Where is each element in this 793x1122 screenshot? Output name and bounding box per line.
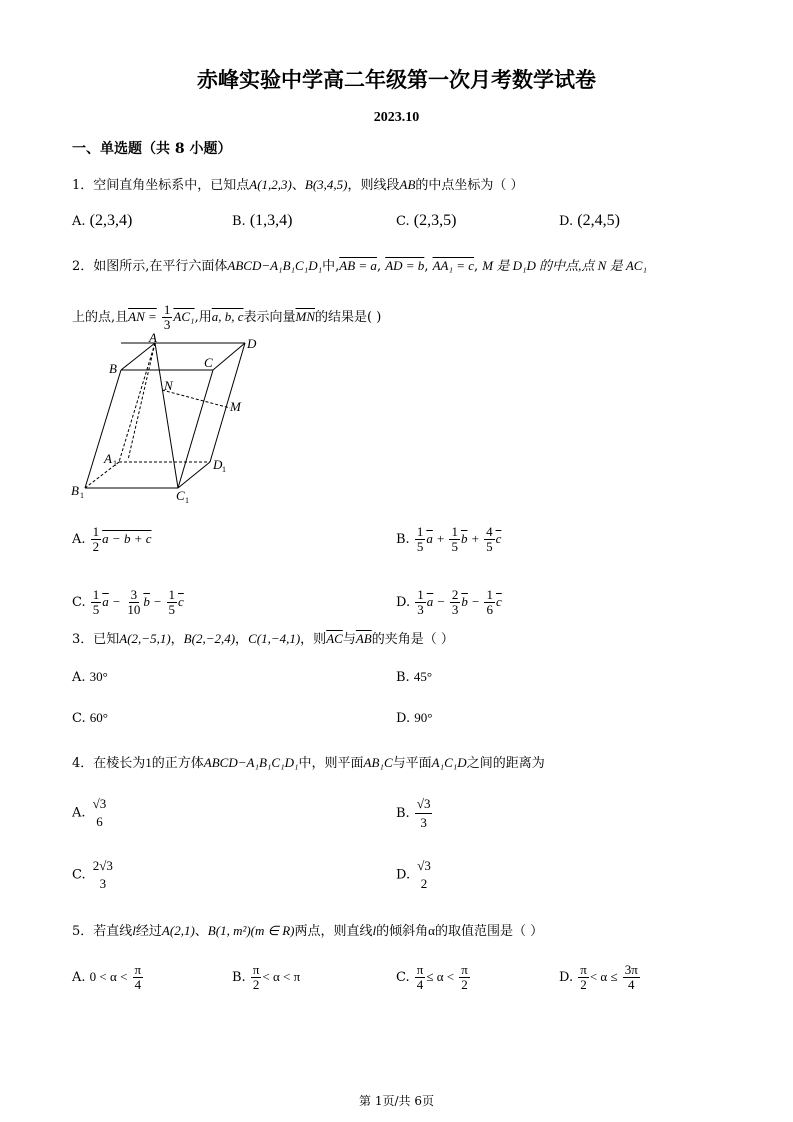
q2-option-a[interactable]: A. $\frac{1}{2}$ a − b + c <box>72 524 152 554</box>
q3-option-d[interactable]: D. 90° <box>396 710 433 726</box>
sub-a1: 1 <box>113 459 117 468</box>
q5-option-c[interactable]: C. $\frac{\pi}{4}$ ≤ α < $\frac{\pi}{2}$ <box>396 962 468 992</box>
question-4-stem: 4．在棱长为1的正方体ABCD−A₁B₁C₁D₁中，则平面AB₁C与平面A₁C₁D之间的距离为 <box>72 755 545 771</box>
q2-option-d[interactable]: D. $\frac{1}{3}$ $\overline{a}$ − $\frac{2}{3}$ $\overline{b}$ − $\frac{1}{6}$ $\overline{c}$ <box>396 587 502 617</box>
q1-option-b[interactable]: B. (1,3,4) <box>232 212 293 229</box>
q1-option-d[interactable]: D. (2,4,5) <box>559 212 620 229</box>
edge-c-d <box>213 343 245 370</box>
q4-option-d[interactable]: D. √3 2 <box>396 858 431 891</box>
q5-option-d[interactable]: D. $\frac{\pi}{2}$ < α ≤ $\frac{3\pi}{4}$ <box>559 962 638 992</box>
sub-d1: 1 <box>222 465 226 474</box>
edge-c-c1 <box>178 370 213 488</box>
question-5-stem: 5．若直线l经过A(2,1)、B(1, m²)(m ∈ R)两点，则直线l的倾斜角α的取值范围是（ ） <box>72 923 544 939</box>
q5-option-b[interactable]: B. $\frac{\pi}{2}$ < α < π <box>232 962 301 992</box>
edge-c1-d1 <box>178 462 210 488</box>
sub-c1: 1 <box>185 496 189 505</box>
q3-option-c[interactable]: C. 60° <box>72 710 108 726</box>
label-b: B <box>109 361 117 376</box>
edge-a-a1-hidden <box>119 343 155 462</box>
segment-a-b1-dashed <box>128 343 155 460</box>
parallelepiped-figure <box>68 330 268 510</box>
label-b1: B <box>71 483 79 498</box>
sub-b1: 1 <box>80 491 84 500</box>
fraction-one-third: $\frac{1}{3}$ <box>163 302 171 332</box>
exam-date: 2023.10 <box>373 110 420 125</box>
q3-option-a[interactable]: A. 30° <box>72 669 108 685</box>
question-3-stem: 3．已知A(2,−5,1)，B(2,−2,4)，C(1,−4,1)，则$\overline{AC}$与$\overline{AB}$的夹角是（ ） <box>72 631 454 647</box>
section-title: 一、单选题（共 8 小题） <box>72 141 232 157</box>
question-2-stem-line1: 2．如图所示,在平行六面体ABCD−A₁B₁C₁D₁中,AB = a, AD = b, AA₁ = c, M 是 D₁D 的中点,点 N 是 AC₁ <box>72 258 647 274</box>
label-c1: C <box>176 488 185 503</box>
label-c: C <box>204 355 213 370</box>
q4-option-b[interactable]: B. $\frac{√3}{3}$ <box>396 796 431 830</box>
q1-option-c[interactable]: C. (2,3,5) <box>396 212 457 229</box>
q5-option-a[interactable]: A. 0 < α < $\frac{\pi}{4}$ <box>72 962 142 992</box>
question-1-stem: 1．空间直角坐标系中，已知点A(1,2,3)、B(3,4,5)，则线段AB的中点坐标为（ ） <box>72 177 524 193</box>
label-a: A <box>149 330 157 345</box>
q2-option-b[interactable]: B. $\frac{1}{5}$ $\overline{a}$ + $\frac{1}{5}$ $\overline{b}$ + $\frac{4}{5}$ $\overline{c}$ <box>396 524 502 554</box>
edge-b-a <box>121 343 155 370</box>
label-d1: D <box>213 457 223 472</box>
q4-option-c[interactable]: C. 2√3 3 <box>72 858 113 891</box>
page-title: 赤峰实验中学高二年级第一次月考数学试卷 <box>197 67 596 92</box>
label-m: M <box>230 399 241 414</box>
label-d: D <box>247 336 257 351</box>
q3-option-b[interactable]: B. 45° <box>396 669 433 685</box>
label-n: N <box>164 378 173 393</box>
q1-option-a[interactable]: A. (2,3,4) <box>72 212 133 229</box>
label-a1: A <box>104 451 112 466</box>
q4-option-a[interactable]: A. √3 6 <box>72 796 107 829</box>
edge-b-b1 <box>85 370 121 488</box>
question-2-stem-line2: 上的点,且AN = $\frac{1}{3}$ AC₁,用a, b, c表示向量$\overline{MN}$的结果是( ) <box>72 302 382 332</box>
segment-a-c1 <box>155 343 178 488</box>
page-number: 第 1页/共 6页 <box>359 1094 434 1108</box>
q2-option-c[interactable]: C. $\frac{1}{5}$ $\overline{a}$ − $\frac{3}{10}$ $\overline{b}$ − $\frac{1}{5}$ $\overline{c}$ <box>72 587 184 617</box>
